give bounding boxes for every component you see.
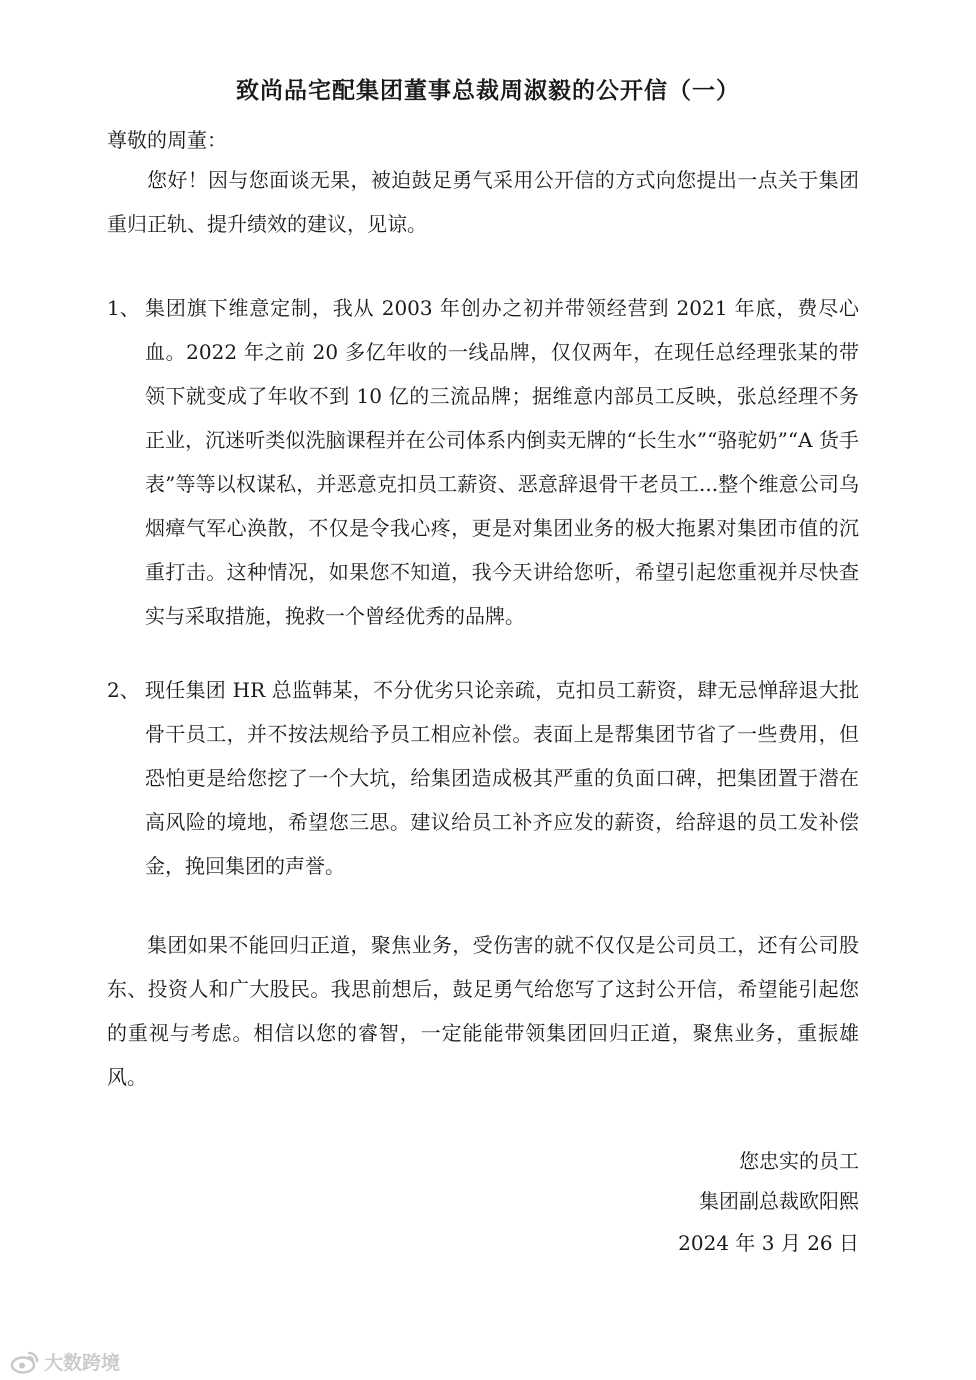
signature-name: 集团副总裁欧阳熙 [699, 1189, 859, 1213]
item-number: 2、 [107, 678, 140, 702]
watermark-text: 大数跨境 [44, 1352, 121, 1374]
item-text: 集团旗下维意定制，我从 2003 年创办之初并带领经营到 2021 年底，费尽心血。2022 年之前 20 多亿年收的一线品牌，仅仅两年，在现任总经理张某的带领下就变成了年收不到 10 亿的三流品牌；据维意内部员工反映，张总经理不务正业，沉迷听类似洗脑课程并在公司体系内倒卖无牌的“长生水”“骆驼奶”“A 货手表”等等以权谋私，并恶意克扣员工薪资、恶意辞退骨干老员工...整个维意公司乌烟瘴气军心涣散，不仅是令我心疼，更是对集团业务的极大拖累对集团市值的沉重打击。这种情况，如果您不知道，我今天讲给您听，希望引起您重视并尽快查实与采取措施，挽救一个曾经优秀的品牌。 [145, 296, 859, 628]
letter-title: 致尚品宅配集团董事总裁周淑毅的公开信（一） [236, 78, 740, 104]
signature-date: 2024 年 3 月 26 日 [678, 1231, 859, 1255]
item-number: 1、 [107, 296, 140, 320]
watermark [10, 1348, 120, 1375]
item-text: 现任集团 HR 总监韩某，不分优劣只论亲疏，克扣员工薪资，肆无忌惮辞退大批骨干员工，并不按法规给予员工相应补偿。表面上是帮集团节省了一些费用，但恐怕更是给您挖了一个大坑，给集团造成极其严重的负面口碑，把集团置于潜在高风险的境地，希望您三思。建议给员工补齐应发的薪资，给辞退的员工发补偿金，挽回集团的声誉。 [145, 678, 859, 878]
salutation: 尊敬的周董： [107, 128, 227, 152]
signature-closing: 您忠实的员工 [739, 1149, 859, 1173]
weibo-logo-icon [10, 1350, 40, 1374]
closing-paragraph: 集团如果不能回归正道，聚焦业务，受伤害的就不仅仅是公司员工，还有公司股东、投资人和广大股民。我思前想后，鼓足勇气给您写了这封公开信，希望能引起您的重视与考虑。相信以您的睿智，一定能能带领集团回归正道，聚焦业务，重振雄风。 [107, 933, 859, 1089]
opening-paragraph: 您好！因与您面谈无果，被迫鼓足勇气采用公开信的方式向您提出一点关于集团重归正轨、提升绩效的建议，见谅。 [107, 168, 859, 236]
